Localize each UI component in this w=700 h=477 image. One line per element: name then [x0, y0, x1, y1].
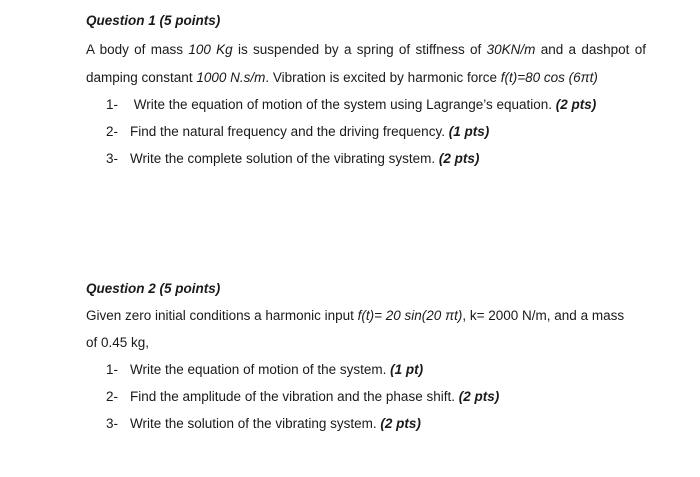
item-points: (1 pts) — [448, 124, 490, 139]
item-number: 3- — [106, 416, 119, 431]
item-points: (1 pt) — [390, 362, 424, 377]
text: . Vibration is excited by harmonic force — [265, 70, 501, 85]
text: damping constant — [86, 70, 197, 85]
force-expression: f(t)= 20 sin(20 πt) — [357, 308, 463, 323]
mass-value: 100 Kg — [188, 42, 233, 57]
force-expression: f(t)=80 cos (6πt) — [500, 70, 598, 85]
item-text: Write the equation of motion of the system. — [130, 362, 391, 377]
item-text: Write the equation of motion of the system using Lagrange’s equation. — [130, 97, 556, 112]
question-1-item-1 — [106, 97, 596, 112]
item-text: Write the solution of the vibrating system. — [130, 416, 381, 431]
item-number: 1- — [106, 97, 119, 112]
text: Given zero initial conditions a harmonic input — [86, 308, 358, 323]
question-2-text-line-1 — [86, 308, 624, 323]
stiffness-value: 30KN/m — [486, 42, 536, 57]
text: A body of mass — [86, 42, 189, 57]
question-2-item-2 — [106, 389, 499, 404]
question-2-item-1 — [106, 362, 423, 377]
item-points: (2 pts) — [555, 97, 597, 112]
item-points: (2 pts) — [438, 151, 480, 166]
question-2-item-3 — [106, 416, 421, 431]
item-text: Write the complete solution of the vibrating system. — [130, 151, 439, 166]
item-number: 2- — [106, 124, 119, 139]
text: and a dashpot of — [535, 42, 646, 57]
question-1-text-line-1 — [86, 42, 646, 57]
text: , k= 2000 N/m, and a mass — [462, 308, 625, 323]
item-points: (2 pts) — [380, 416, 421, 431]
damping-value: 1000 N.s/m — [196, 70, 266, 85]
question-1-item-2 — [106, 124, 489, 139]
question-2-text-line-2: of 0.45 kg, — [86, 335, 150, 350]
text: is suspended by a spring of stiffness of — [232, 42, 487, 57]
question-1-heading: Question 1 (5 points) — [86, 13, 221, 28]
item-points: (2 pts) — [458, 389, 500, 404]
item-text: Find the amplitude of the vibration and the phase shift. — [130, 389, 459, 404]
question-1-item-3 — [106, 151, 479, 166]
question-2-heading: Question 2 (5 points) — [86, 281, 221, 296]
item-number: 1- — [106, 362, 119, 377]
item-number: 3- — [106, 151, 119, 166]
item-number: 2- — [106, 389, 119, 404]
item-text: Find the natural frequency and the driving frequency. — [130, 124, 449, 139]
question-1-text-line-2 — [86, 70, 598, 85]
